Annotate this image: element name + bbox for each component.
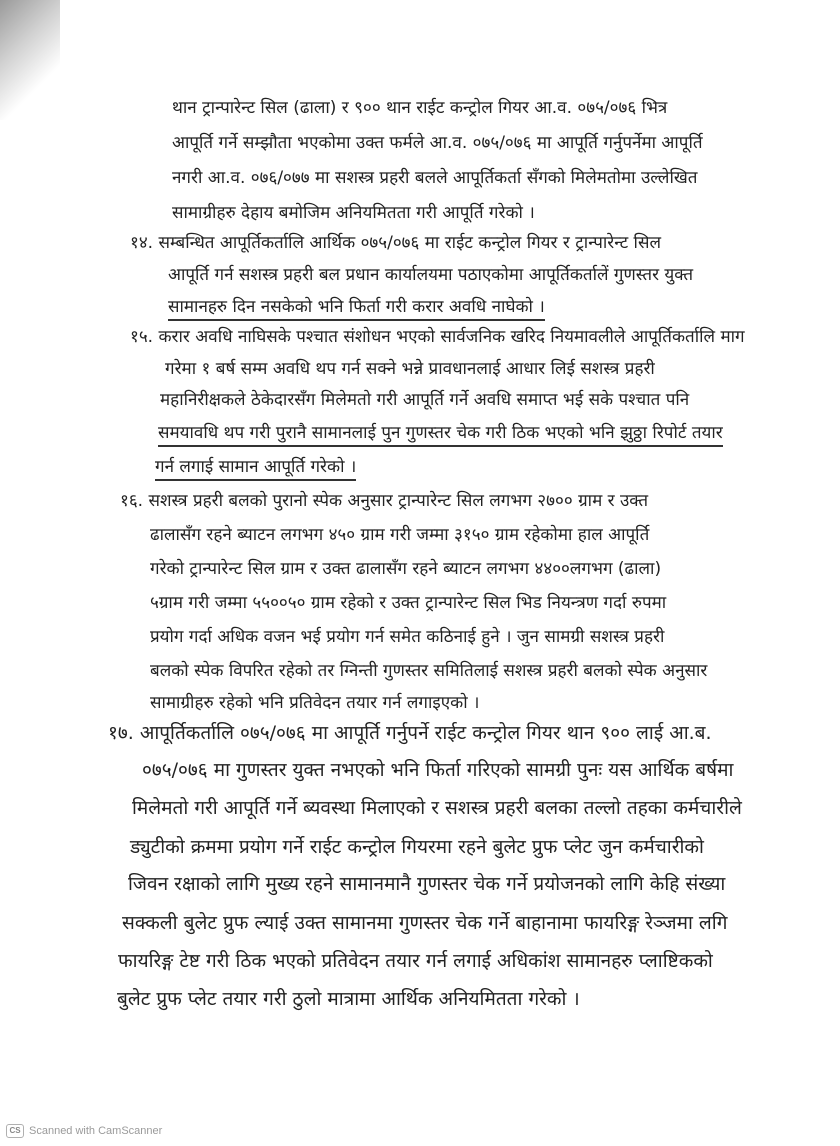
text-line: मिलेमतो गरी आपूर्ति गर्ने ब्यवस्था मिलाएको र सशस्त्र प्रहरी बलका तल्लो तहका कर्मचारीले [132,797,742,819]
camscanner-logo-icon: CS [6,1124,24,1138]
text-line: आपूर्ति गर्ने सम्झौता भएकोमा उक्त फर्मले आ.व. ०७५/०७६ मा आपूर्ति गर्नुपर्नेमा आपूर्ति [172,133,703,153]
text-line: थान ट्रान्पारेन्ट सिल (ढाला) र ९०० थान राईट कन्ट्रोल गियर आ.व. ०७५/०७६ भित्र [172,98,668,118]
text-line: महानिरीक्षकले ठेकेदारसँग मिलेमतो गरी आपूर्ति गर्ने अवधि समाप्त भई सके पश्चात पनि [160,390,690,410]
text-line: बुलेट प्रुफ प्लेट तयार गरी ठुलो मात्रामा आर्थिक अनियमितता गरेको । [117,988,580,1010]
text-line: ड्युटीको क्रममा प्रयोग गर्ने राईट कन्ट्रोल गियरमा रहने बुलेट प्रुफ प्लेट जुन कर्मचारीको [130,836,704,858]
text-line: ५ग्राम गरी जम्मा ५५००५० ग्राम रहेको र उक्त ट्रान्पारेन्ट सिल भिड नियन्त्रण गर्दा रुपमा [150,593,667,613]
text-line: सक्कली बुलेट प्रुफ ल्याई उक्त सामानमा गुणस्तर चेक गर्ने बाहानामा फायरिङ्ग रेञ्जमा लगि [122,912,728,934]
underlined-line: गर्न लगाई सामान आपूर्ति गरेको । [155,456,356,481]
text-line: गरेमा १ बर्ष सम्म अवधि थप गर्न सक्ने भन्ने प्रावधानलाई आधार लिई सशस्त्र प्रहरी [165,359,655,379]
text-line: नगरी आ.व. ०७६/०७७ मा सशस्त्र प्रहरी बलले आपूर्तिकर्ता सँगको मिलेमतोमा उल्लेखित [172,168,698,188]
text-line: सामाग्रीहरु रहेको भनि प्रतिवेदन तयार गर्न लगाइएको । [150,693,480,713]
text-line: फायरिङ्ग टेष्ट गरी ठिक भएको प्रतिवेदन तयार गर्न लगाई अधिकांश सामानहरु प्लाष्टिकको [118,950,713,972]
underlined-line: समयावधि थप गरी पुरानै सामानलाई पुन गुणस्तर चेक गरी ठिक भएको भनि झुठ्ठा रिपोर्ट तयार [158,422,723,447]
text-line: आपूर्ति गर्न सशस्त्र प्रहरी बल प्रधान कार्यालयमा पठाएकोमा आपूर्तिकर्तालें गुणस्तर युक्त [168,265,694,285]
text-line: सामाग्रीहरु देहाय बमोजिम अनियमितता गरी आपूर्ति गरेको । [172,203,535,223]
paragraph-15-line: १५. करार अवधि नाघिसके पश्चात संशोधन भएको सार्वजनिक खरिद नियमावलीले आपूर्तिकर्तालि माग [130,327,745,347]
text-line: गरेको ट्रान्पारेन्ट सिल ग्राम र उक्त ढालासँग रहने ब्याटन लगभग ४४००लगभग (ढाला) [150,559,662,579]
underlined-line: सामानहरु दिन नसकेको भनि फिर्ता गरी करार अवधि नाघेको । [168,296,545,321]
paragraph-16-line: १६. सशस्त्र प्रहरी बलको पुरानो स्पेक अनुसार ट्रान्पारेन्ट सिल लगभग २७०० ग्राम र उक्त [120,491,649,511]
text-line: प्रयोग गर्दा अधिक वजन भई प्रयोग गर्न समेत कठिनाई हुने । जुन सामग्री सशस्त्र प्रहरी [150,627,665,647]
text-line: ०७५/०७६ मा गुणस्तर युक्त नभएको भनि फिर्ता गरिएको सामग्री पुनः यस आर्थिक बर्षमा [142,759,734,781]
text-line: ढालासँग रहने ब्याटन लगभग ४५० ग्राम गरी जम्मा ३१५० ग्राम रहेकोमा हाल आपूर्ति [150,525,650,545]
paragraph-17-line: १७. आपूर्तिकर्तालि ०७५/०७६ मा आपूर्ति गर्नुपर्ने राईट कन्ट्रोल गियर थान ९०० लाई आ.ब. [108,722,712,744]
text-line: बलको स्पेक विपरित रहेको तर ग्निन्ती गुणस्तर समितिलाई सशस्त्र प्रहरी बलको स्पेक अनुसार [150,661,708,681]
text-line: जिवन रक्षाको लागि मुख्य रहने सामानमानै गुणस्तर चेक गर्ने प्रयोजनको लागि केहि संख्या [128,873,726,895]
camscanner-footer [6,1124,162,1138]
footer-text: Scanned with CamScanner [29,1125,163,1137]
paragraph-14-line: १४. सम्बन्धित आपूर्तिकर्तालि आर्थिक ०७५/०७६ मा राईट कन्ट्रोल गियर र ट्रान्पारेन्ट सिल [130,233,661,253]
